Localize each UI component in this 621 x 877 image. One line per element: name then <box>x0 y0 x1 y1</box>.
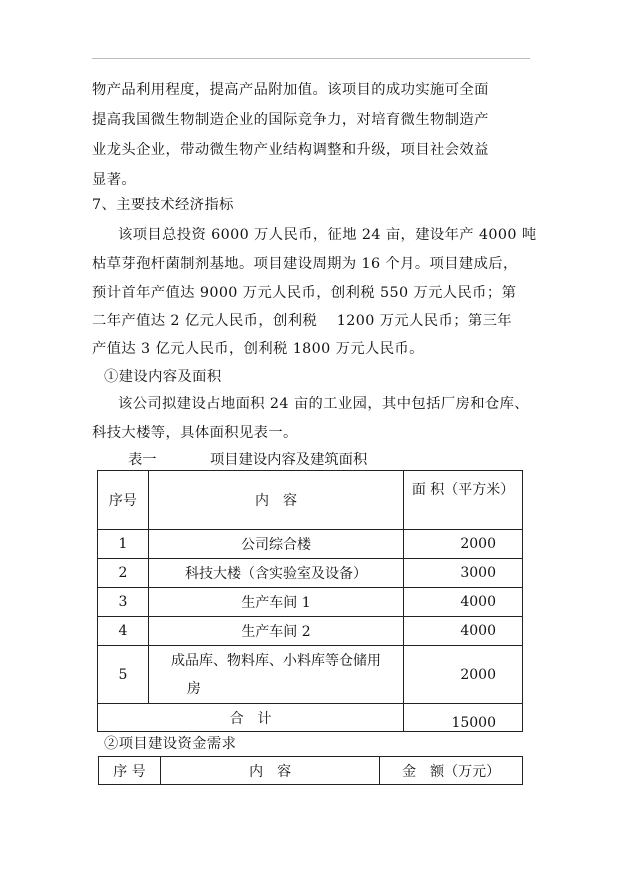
table-row <box>98 588 523 617</box>
table-caption-label: 表一 <box>128 452 157 468</box>
cell-index: 3 <box>98 588 149 617</box>
construction-area-table <box>97 470 523 732</box>
cell-area: 2000 <box>404 646 523 704</box>
paragraph-line: 产值达 3 亿元人民币，创利税 1800 万元人民币。 <box>92 341 424 357</box>
cell-area: 3000 <box>404 559 523 588</box>
cell-area: 2000 <box>404 530 523 559</box>
paragraph-line: 科技大楼等，具体面积见表一。 <box>92 425 298 441</box>
table-header-row <box>98 471 523 530</box>
cell-index: 1 <box>98 530 149 559</box>
cell-index: 2 <box>98 559 149 588</box>
cell-content: 公司综合楼 <box>148 530 403 559</box>
table-total-row <box>98 704 523 732</box>
cell-area: 4000 <box>404 588 523 617</box>
table-row <box>98 617 523 646</box>
header-index: 序 号 <box>99 757 161 785</box>
cell-content: 科技大楼（含实验室及设备） <box>148 559 403 588</box>
cell-content <box>148 646 403 704</box>
cell-content: 生产车间 1 <box>148 588 403 617</box>
cell-index: 4 <box>98 617 149 646</box>
table-row <box>98 646 523 704</box>
paragraph-line: 显著。 <box>92 172 137 188</box>
paragraph-line: 二年产值达 2 亿元人民币，创利税 1200 万元人民币；第三年 <box>92 313 512 329</box>
cell-content: 生产车间 2 <box>148 617 403 646</box>
paragraph-line: 预计首年产值达 9000 万元人民币，创利税 550 万元人民币；第 <box>92 285 517 301</box>
subsection-heading: ②项目建设资金需求 <box>104 736 237 752</box>
paragraph-line: 提高我国微生物制造企业的国际竞争力，对培育微生物制造产 <box>92 112 489 128</box>
subsection-heading: ①建设内容及面积 <box>104 369 222 385</box>
table-row <box>98 530 523 559</box>
table-row <box>98 559 523 588</box>
cell-area: 4000 <box>404 617 523 646</box>
paragraph-line: 业龙头企业，带动微生物产业结构调整和升级，项目社会效益 <box>92 142 489 158</box>
funding-requirement-table <box>98 756 523 785</box>
header-content: 内 容 <box>148 471 403 530</box>
total-area: 15000 <box>404 704 523 732</box>
table-header-row <box>99 757 523 785</box>
header-area: 面 积（平方米） <box>404 471 523 530</box>
header-content: 内 容 <box>160 757 379 785</box>
paragraph-line: 该公司拟建设占地面积 24 亩的工业园，其中包括厂房和仓库、 <box>118 396 529 412</box>
paragraph-line: 物产品利用程度，提高产品附加值。该项目的成功实施可全面 <box>92 82 489 98</box>
total-label: 合 计 <box>98 704 404 732</box>
cell-index: 5 <box>98 646 149 704</box>
cell-content-line: 成品库、物料库、小料库等仓储用 <box>171 652 381 669</box>
header-amount: 金 额（万元） <box>380 757 523 785</box>
header-index: 序号 <box>98 471 149 530</box>
page-header-rule <box>92 58 530 59</box>
table-caption-title: 项目建设内容及建筑面积 <box>210 452 368 468</box>
paragraph-line: 枯草芽孢杆菌制剂基地。项目建设周期为 16 个月。项目建成后， <box>92 256 518 272</box>
cell-content-line: 房 <box>186 680 201 697</box>
paragraph-line: 该项目总投资 6000 万人民币，征地 24 亩，建设年产 4000 吨 <box>118 227 537 243</box>
section-heading: 7、主要技术经济指标 <box>92 197 234 213</box>
